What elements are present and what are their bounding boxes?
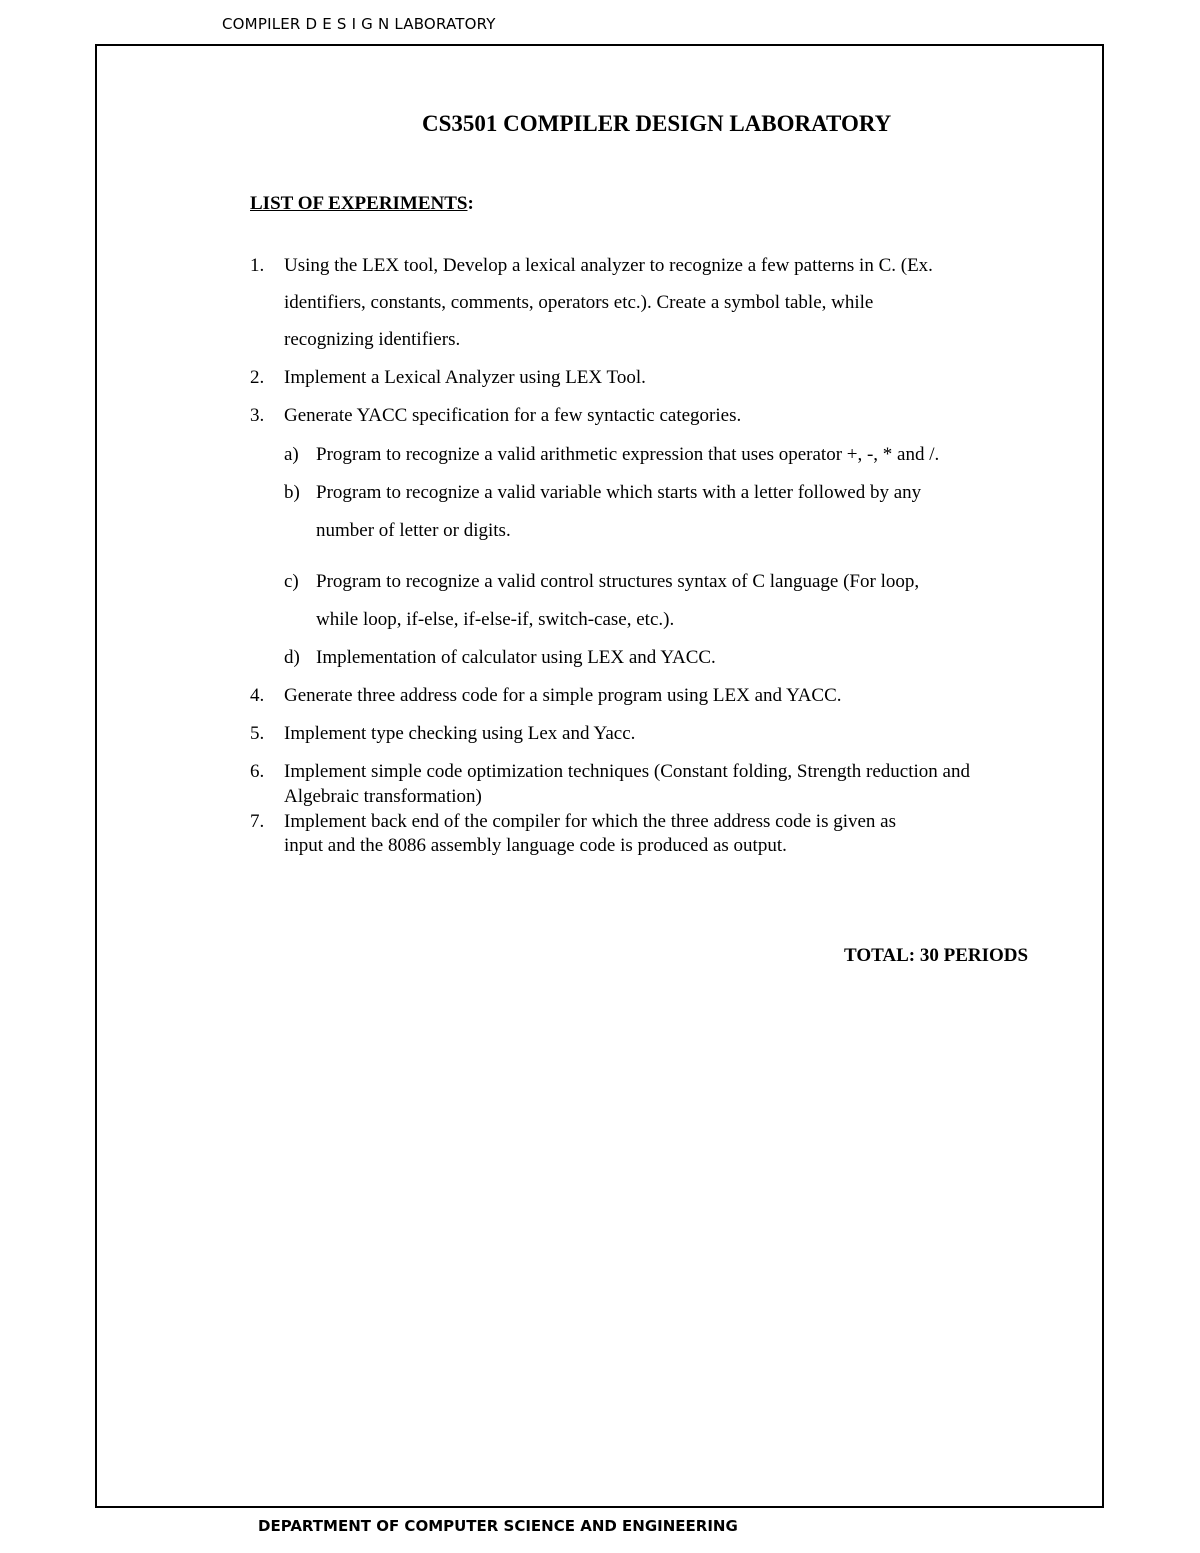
experiment-6-line-1: Implement simple code optimization techniques (Constant folding, Strength reduction and <box>284 761 970 782</box>
experiment-7-number: 7. <box>250 811 265 832</box>
document-title: CS3501 COMPILER DESIGN LABORATORY <box>422 111 892 136</box>
experiment-3d-letter: d) <box>284 647 300 668</box>
experiment-3d-line-1: Implementation of calculator using LEX and YACC. <box>316 647 716 668</box>
running-footer: DEPARTMENT OF COMPUTER SCIENCE AND ENGINEERING <box>258 1517 738 1535</box>
experiment-1-line-2: identifiers, constants, comments, operators etc.). Create a symbol table, while <box>284 292 874 313</box>
experiment-3-number: 3. <box>250 405 265 426</box>
experiment-4-number: 4. <box>250 685 265 706</box>
experiment-7-line-1: Implement back end of the compiler for which the three address code is given as <box>284 811 897 832</box>
experiment-3c-letter: c) <box>284 571 299 592</box>
section-heading <box>250 193 474 215</box>
section-heading-colon: : <box>467 193 474 214</box>
experiment-7-line-2: input and the 8086 assembly language code is produced as output. <box>284 835 787 856</box>
experiment-5-number: 5. <box>250 723 265 744</box>
experiment-3a-line-1: Program to recognize a valid arithmetic expression that uses operator +, -, * and /. <box>316 444 940 465</box>
experiment-3c-line-2: while loop, if-else, if-else-if, switch-case, etc.). <box>316 609 675 630</box>
total-periods: TOTAL: 30 PERIODS <box>844 945 1029 966</box>
experiment-6-number: 6. <box>250 761 265 782</box>
experiment-1-line-3: recognizing identifiers. <box>284 329 461 350</box>
experiment-1-number: 1. <box>250 255 265 276</box>
experiment-3a-letter: a) <box>284 444 299 465</box>
experiment-3-line-1: Generate YACC specification for a few syntactic categories. <box>284 405 742 426</box>
experiment-3b-line-1: Program to recognize a valid variable which starts with a letter followed by any <box>316 482 922 503</box>
experiment-5-line-1: Implement type checking using Lex and Yacc. <box>284 723 636 744</box>
experiment-3c-line-1: Program to recognize a valid control structures syntax of C language (For loop, <box>316 571 920 592</box>
experiment-2-line-1: Implement a Lexical Analyzer using LEX Tool. <box>284 367 646 388</box>
experiment-6-line-2: Algebraic transformation) <box>284 786 482 807</box>
section-heading-text: LIST OF EXPERIMENTS <box>250 193 468 214</box>
experiment-1-line-1: Using the LEX tool, Develop a lexical analyzer to recognize a few patterns in C. (Ex. <box>284 255 933 276</box>
running-header: COMPILER D E S I G N LABORATORY <box>222 15 496 33</box>
experiment-3b-letter: b) <box>284 482 300 503</box>
experiment-4-line-1: Generate three address code for a simple program using LEX and YACC. <box>284 685 842 706</box>
experiment-3b-line-2: number of letter or digits. <box>316 520 511 541</box>
experiment-2-number: 2. <box>250 367 265 388</box>
